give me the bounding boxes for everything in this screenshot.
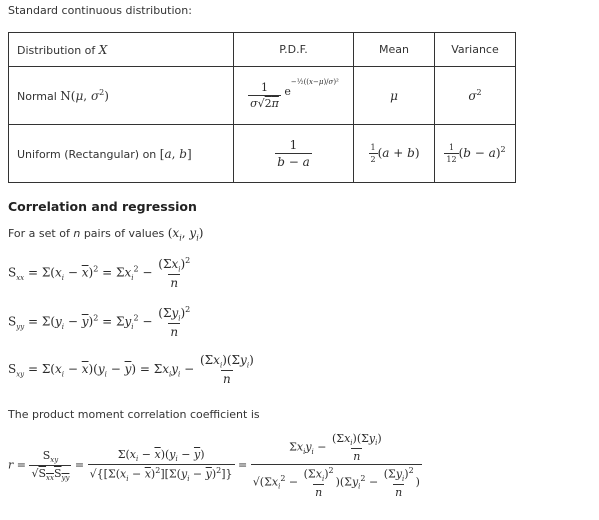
header-mean: Mean — [354, 33, 435, 67]
intro-text: Standard continuous distribution: — [8, 4, 192, 17]
uniform-mean: $\frac{1}{2}$ (a + b) — [354, 125, 435, 183]
sxx-formula: $S_{xx} = \Sigma(x_i - \overline{x})^2 = \Sigma x_i^2$ − $\frac{(\Sigma x_i)^2}{n}$ — [8, 256, 191, 291]
normal-variance: $\sigma^2$ — [435, 67, 516, 125]
pmcc-text: The product moment correlation coefficient is — [8, 408, 260, 421]
distribution-table — [8, 32, 516, 183]
sxy-formula: $S_{xy} = \Sigma(x_i - \overline{x})(y_i - \overline{y}) = \Sigma x_iy_i$ − $\frac{(\Sigma x_i)(\Sigma y_i)}{n}$ — [8, 353, 254, 387]
uniform-name: Uniform (Rectangular) on [a, b] — [9, 125, 234, 183]
section-title: Correlation and regression — [8, 199, 197, 214]
uniform-pdf: $\frac{1}{b - a}$ — [234, 125, 354, 183]
r-formula: r = $\frac{S_{xy}}{√S_{xx}S_{yy}}$ = $\frac{\Sigma(x_i - \overline{x})(y_i - \overline{y})}{√\{[\Sigma(x_i - \overline{x})^2][\Sigma(y_i - \overline{y})^2]\}}$ = $\Sigma x_iy_i$ − $\frac{(\Sigma x_i)(\Sigma y_i)}{n}$ $√(\Sigma x_i^2$ − $\frac{(\Sigma x_i)^2}{n}$ )($\Sigma y_i^2$ − $\frac{(\Sigma y_i)^2}{n}$ ) — [8, 432, 420, 500]
normal-name: Normal N(μ, $\sigma^2$) — [9, 67, 234, 125]
normal-mean: μ — [354, 67, 435, 125]
normal-pdf: $\frac{1}{\sigma√2\pi}$ $e^{-\frac{1}{2}((x-\mu)/\sigma)^2}$ — [234, 67, 354, 125]
syy-formula: $S_{yy} = \Sigma(y_i - \overline{y})^2 = \Sigma y_i^2$ − $\frac{(\Sigma y_i)^2}{n}$ — [8, 305, 191, 340]
header-distribution: Distribution of X — [9, 33, 234, 67]
table-row-uniform — [9, 125, 516, 183]
uniform-variance: $\frac{1}{12}$ $(b - a)^2$ — [435, 125, 516, 183]
table-row-normal — [9, 67, 516, 125]
header-variance: Variance — [435, 33, 516, 67]
header-pdf: P.D.F. — [234, 33, 354, 67]
pairs-text: For a set of n pairs of values ($x_i$, $y_i$) — [8, 226, 204, 243]
table-header-row — [9, 33, 516, 67]
